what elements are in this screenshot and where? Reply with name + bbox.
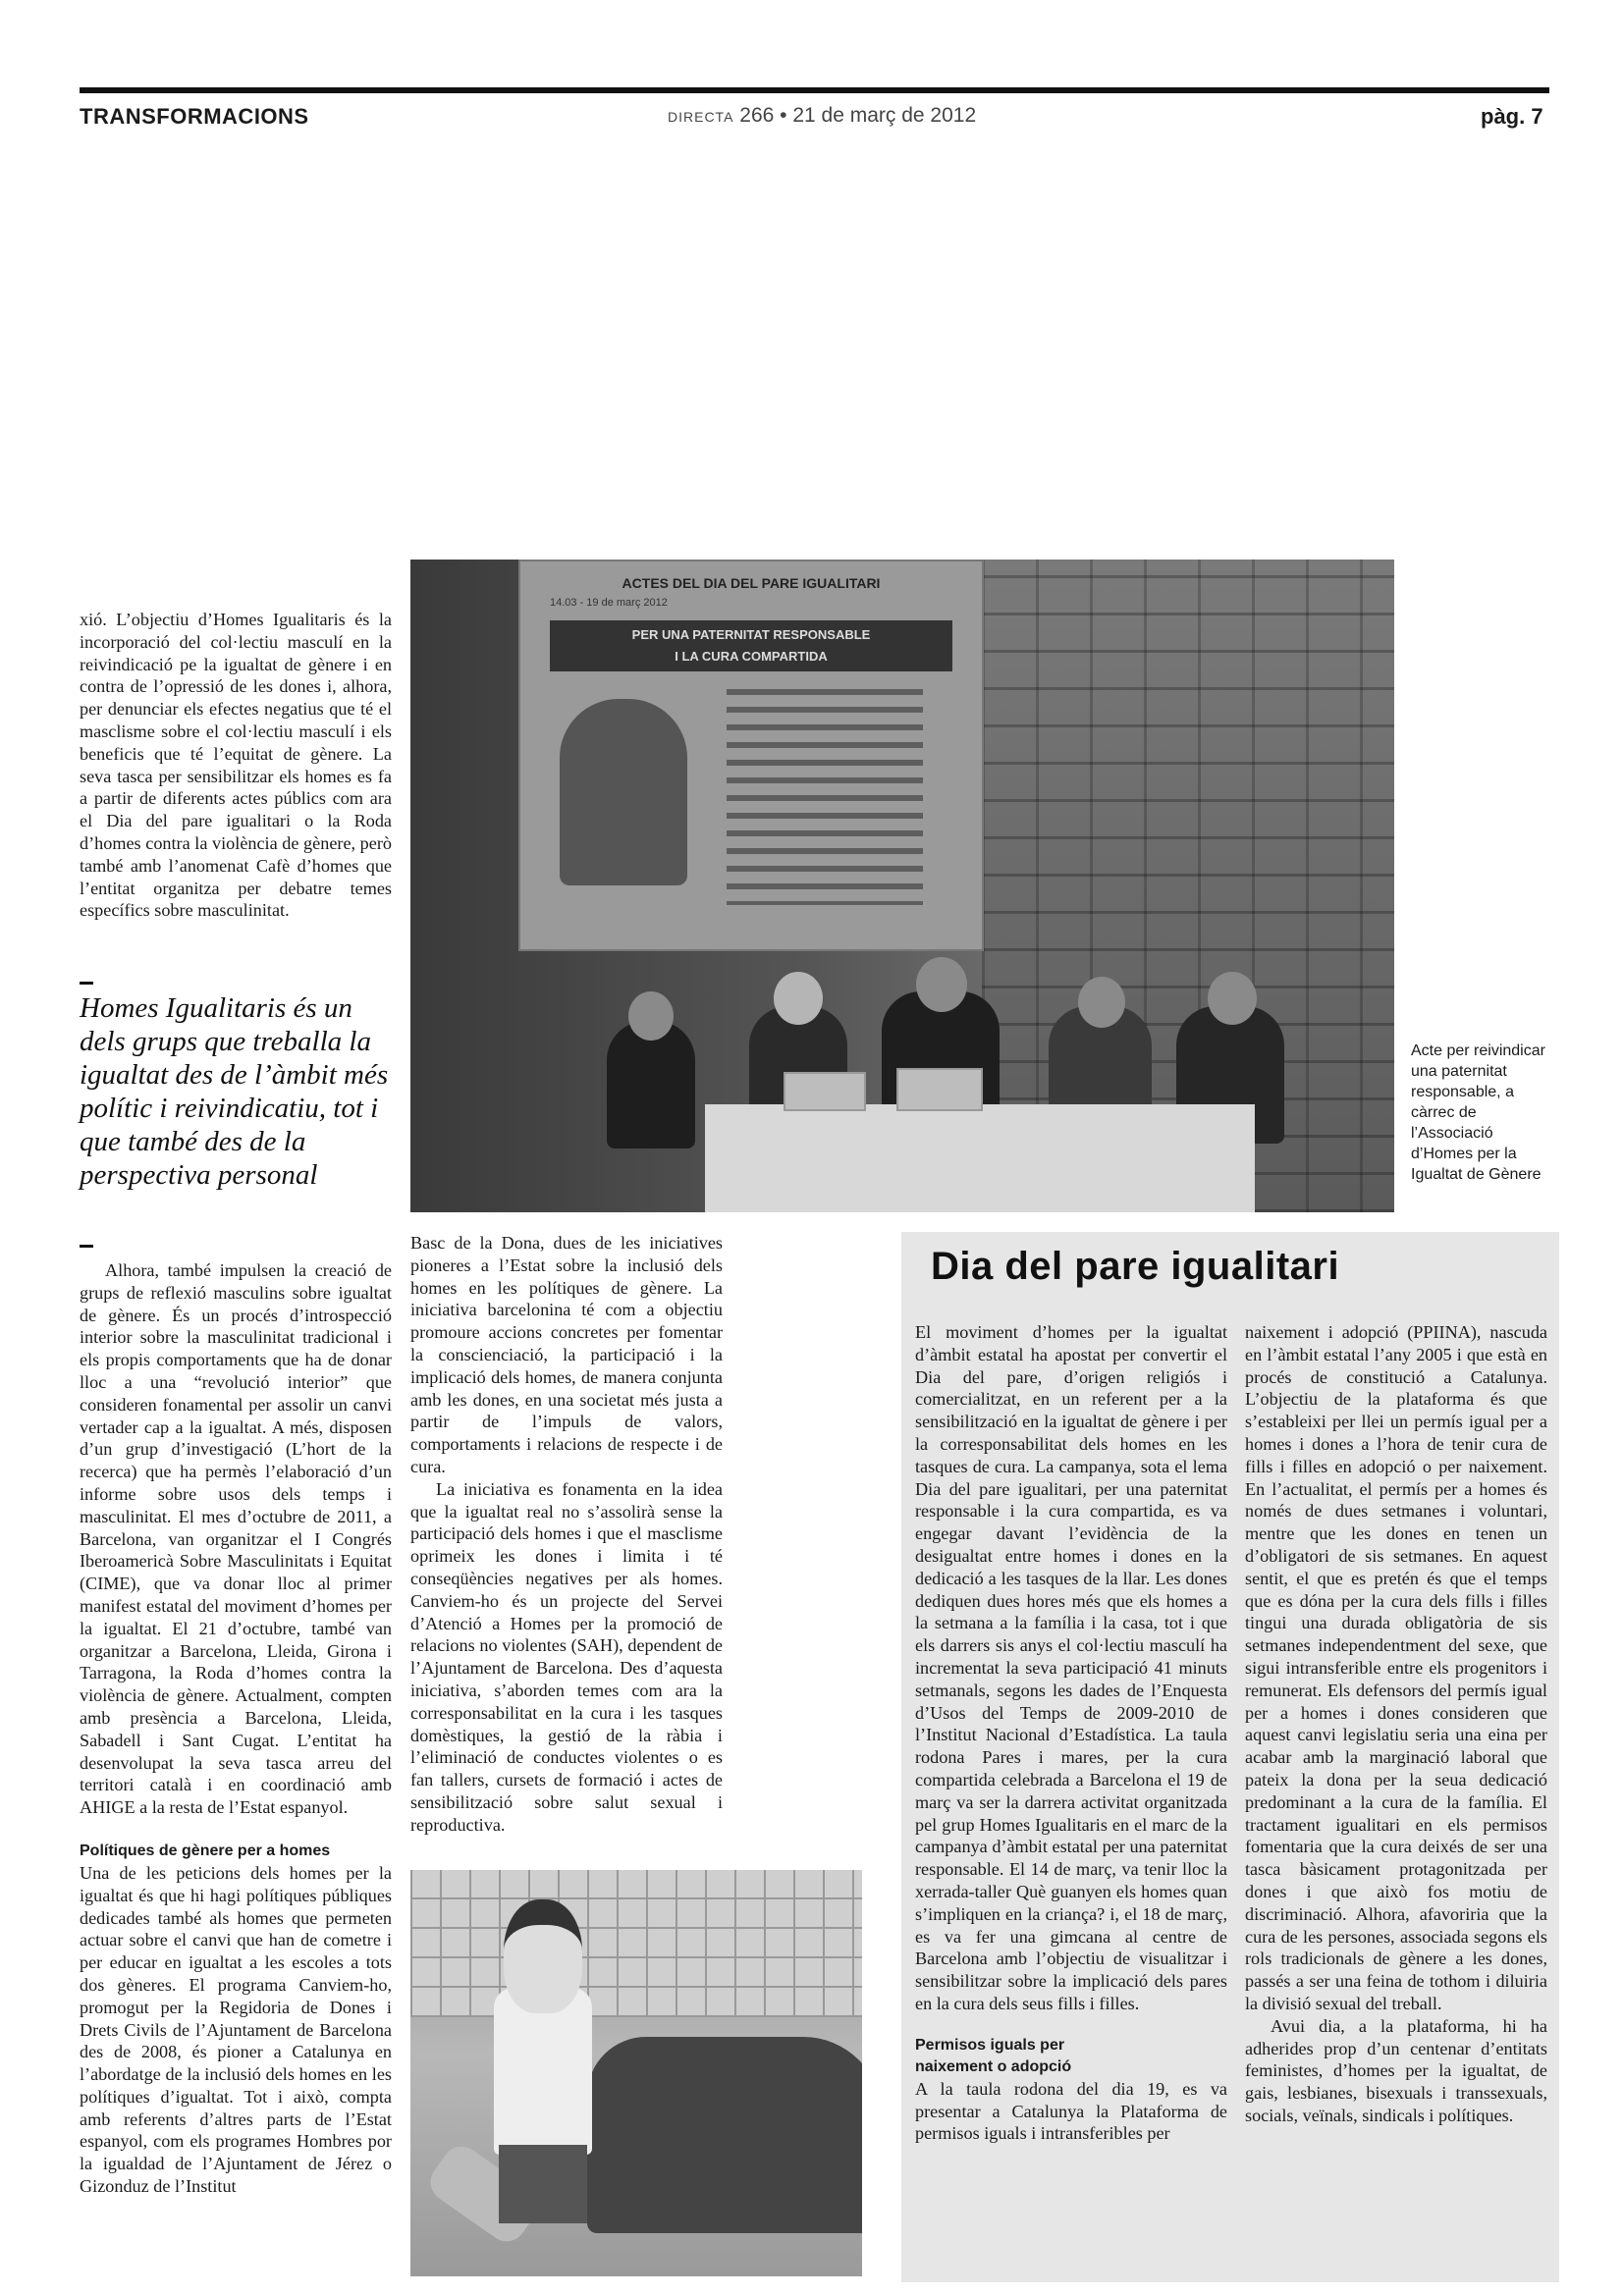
sofa (587, 2037, 862, 2233)
panelist-head (1078, 977, 1125, 1028)
issue-date: 266 • 21 de març de 2012 (739, 104, 977, 127)
playmobil-photo (410, 1870, 862, 2276)
quote-dash-bottom (80, 1245, 93, 1248)
panel-table (705, 1104, 1255, 1212)
photo-caption: Acte per reivindicar una paternitat responsable, a càrrec de l’Associació d’Homes per la Igualtat de Gènere (1411, 1042, 1545, 1183)
projection-screen (518, 560, 984, 951)
panelist-head (774, 972, 823, 1025)
panelist-head (916, 957, 967, 1012)
slide-dates: 14.03 - 19 de març 2012 (550, 597, 668, 609)
laptop (784, 1072, 866, 1111)
quote-dash-top (80, 982, 93, 985)
sidebar-paragraph: Avui dia, a la plataforma, hi ha adherides prop d’un centenar d’entitats feministes, d’homes per la igualtat, de gais, lesbianes, bisexuals i transsexuals, socials, veïnals, sindicals i polítiques. (1245, 2015, 1547, 2125)
sidebar-title: Dia del pare igualitari (931, 1245, 1340, 1288)
slide-title: ACTES DEL DIA DEL PARE IGUALITARI (622, 575, 881, 591)
panelist-head (1208, 972, 1257, 1025)
panelist-head (628, 991, 674, 1041)
publication-name: DIRECTA (668, 109, 734, 125)
figure-head (504, 1899, 582, 2013)
left-column-body (80, 1259, 392, 2198)
slide-portrait (560, 699, 687, 885)
slide-line-2: I LA CURA COMPARTIDA (675, 649, 828, 664)
laptop (896, 1068, 983, 1111)
tiled-wall (410, 1870, 862, 2017)
sidebar-column-2 (1245, 1321, 1547, 2127)
figure-skirt (499, 2145, 587, 2223)
section-name: TRANSFORMACIONS (80, 104, 309, 129)
slide-line-1: PER UNA PATERNITAT RESPONSABLE (631, 627, 871, 642)
issue-info (668, 104, 976, 128)
slide-text-blocks (727, 689, 923, 905)
body-paragraph: Una de les peticions dels homes per la igualtat és que hi hagi polítiques públiques dedicades també als homes que permeten actuar sobre el canvi que han de cometre i per educar en igualtat a les escoles a tots dos gèneres. El programa Canviem-ho, promogut per la Regidoria de Dones i Drets Civils de l’Ajuntament de Barcelona des de 2008, és pioner a Catalunya en l’abordatge de la inclusió dels homes en les polítiques d’igualtat. Tot i això, compta amb referents d’altres parts de l’Estat espanyol, com els programes Hombres por la igualdad de l’Ajuntament de Jérez o Gizonduz de l’Institut (80, 1862, 392, 2197)
sidebar-column-1 (915, 1321, 1227, 2145)
middle-column (410, 1232, 723, 1837)
header-rule (80, 87, 1549, 93)
policies-subhead: Polítiques de gènere per a homes (80, 1842, 331, 1859)
slide-banner (550, 620, 952, 671)
sidebar-paragraph: A la taula rodona del dia 19, es va presentar a Catalunya la Plataforma de permisos iguals i intransferibles per (915, 2078, 1227, 2144)
pull-quote: Homes Igualitaris és un dels grups que treballa la igualtat des de l’àmbit més polític i reivindicatiu, tot i que també des de la perspectiva personal (80, 992, 389, 1191)
permits-subhead-line-2: naixement o adopció (915, 2057, 1072, 2075)
left-column-intro (80, 609, 392, 922)
event-photo (410, 560, 1394, 1212)
sidebar-paragraph: naixement i adopció (PPIINA), nascuda en l’àmbit estatal l’any 2005 i que està en procés de constitució a Catalunya. L’objectiu de la plataforma és que s’estableixi per llei un permís igual per a homes i dones a l’hora de tenir cura de fills i filles en adopció o per naixement. En l’actualitat, el permís per a homes és només de dues setmanes i voluntari, mentre que les dones en tenen un d’obligatori de sis setmanes. En aquest sentit, el que es pretén és que el temps que es dóna per la cura dels fills i filles tingui una durada obligatòria de sis setmanes independentment del sexe, que sigui intransferible entre els progenitors i remunerat. Els defensors del permís igual per a homes i dones consideren que aquest canvi legislatiu seria una eina per acabar amb la marginació laboral que pateix la dona per la seua dedicació predominant a la cura de la família. El tractament igualitari en els permisos fomentaria que la cura deixés de ser una tasca bàsicament protagonitzada per dones i que això fos motiu de discriminació. Alhora, afavoriria que la cura de les persones, associada segons els rols tradicionals de gènere a les dones, passés a ser una feina de tothom i diluiria la divisió sexual del treball. (1245, 1322, 1547, 2013)
intro-paragraph: xió. L’objectiu d’Homes Igualitaris és la incorporació del col·lectiu masculí en la reivindicació pe la igualtat de gènere i en contra de l’opressió de les dones i, alhora, per denunciar els efectes negatius que té el masclisme sobre el col·lectiu masculí i els beneficis que té l’equitat de gènere. La seva tasca per sensibilitzar els homes es fa a partir de diferents actes públics com ara el Dia del pare igualitari o la Roda d’homes contra la violència de gènere, però també amb l’anomenat Cafè d’homes que l’entitat organitza per debatre temes específics sobre masculinitat. (80, 610, 392, 921)
page-number: pàg. 7 (1481, 104, 1543, 129)
sidebar-paragraph: El moviment d’homes per la igualtat d’àmbit estatal ha apostat per convertir el Dia del pare, d’origen religiós i comercialitzat, en un referent per a la sensibilització en la igualtat de gènere i per la corresponsabilitat dels homes en les tasques de cura. La campanya, sota el lema Dia del pare igualitari, per una paternitat responsable i la cura compartida, es va engegar davant l’evidència de la desigualtat entre homes i dones en la dedicació a les tasques de la llar. Les dones dediquen dues hores més que els homes a la setmana a la família i la casa, tot i que els darrers sis anys el col·lectiu masculí ha incrementat la seva participació 41 minuts setmanals, segons les dades de l’Enquesta d’Usos del Temps de 2009-2010 de l’Institut Nacional d’Estadística. La taula rodona Pares i mares, per la cura compartida celebrada a Barcelona el 19 de març va ser la darrera activitat organitzada pel grup Homes Igualitaris en el marc de la campanya d’àmbit estatal per una paternitat responsable. El 14 de març, va tenir lloc la xerrada-taller Què guanyen els homes quan s’impliquen en la criança? i, el 18 de març, es va fer una gimcana al centre de Barcelona amb l’objectiu de visualitzar i sensibilitzar sobre la implicació dels pares en la cura dels seus fills i filles. (915, 1322, 1227, 2013)
body-paragraph: Alhora, també impulsen la creació de grups de reflexió masculins sobre igualtat de gènere. És un procés d’introspecció interior sobre la masculinitat tradicional i els propis comportaments que ha de donar lloc a una “revolució interior” que consideren fonamental per assolir un canvi vertader cap a la igualtat. A més, disposen d’un grup d’investigació (L’hort de la recerca) que ha permès l’elaboració d’un informe sobre usos dels temps i masculinitat. El mes d’octubre de 2011, a Barcelona, van organitzar el I Congrés Iberoamericà Sobre Masculinitats i Equitat (CIME), que va donar lloc al primer manifest estatal del moviment d’homes per la igualtat. El 21 d’octubre, també van organitzar a Barcelona, Lleida, Girona i Tarragona, la Roda d’homes contra la violència de gènere. Actualment, compten amb presència a Barcelona, Lleida, Sabadell i Sant Cugat. L’entitat ha desenvolupat la seva tasca arreu del territori català i en coordinació amb AHIGE a la resta de l’Estat espanyol. (80, 1260, 392, 1818)
body-paragraph: La iniciativa es fonamenta en la idea que la igualtat real no s’assolirà sense la participació dels homes i que el masclisme oprimeix les dones i limita i té conseqüències negatives per als homes. Canviem-ho és un projecte del Servei d’Atenció a Homes per la promoció de relacions no violentes (SAH), dependent de l’Ajuntament de Barcelona. Des d’aquesta iniciativa, s’aborden temes com ara la corresponsabilitat en la cura i les tasques domèstiques, la gestió de la ràbia i l’eliminació de conductes violentes o es fan tallers, cursets de formació i actes de sensibilització sobre salut sexual i reproductiva. (410, 1478, 723, 1835)
body-paragraph: Basc de la Dona, dues de les iniciatives pioneres a l’Estat sobre la inclusió dels homes en les polítiques de gènere. La iniciativa barcelonina té com a objectiu promoure accions concretes per fomentar la conscienciació, la participació i la implicació dels homes, de manera conjunta amb les dones, en una societat més justa a partir de l’impuls de valors, comportaments i relacions de respecte i de cura. (410, 1233, 723, 1476)
permits-subhead-line-1: Permisos iguals per (915, 2036, 1065, 2054)
